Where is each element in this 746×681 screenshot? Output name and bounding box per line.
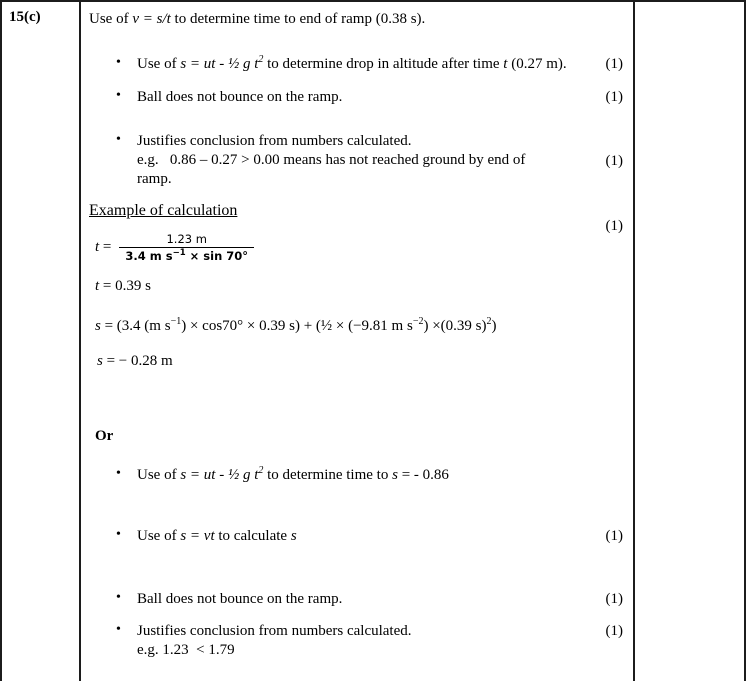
variable-part: s bbox=[95, 317, 101, 334]
superscript: 2 bbox=[486, 315, 492, 327]
answer-cell bbox=[81, 2, 633, 681]
text-part: to calculate bbox=[214, 528, 291, 545]
example-line: e.g. 0.86 – 0.27 > 0.00 means has not reached ground by end of bbox=[137, 151, 526, 168]
fraction-numerator: 1.23 m bbox=[166, 231, 207, 246]
bullet-item bbox=[89, 55, 633, 74]
text-part: × sin 70° bbox=[185, 248, 249, 263]
text-part: ) × cos70° × 0.39 s) + (½ × (−9.81 m s bbox=[181, 317, 413, 334]
example-line: ramp. bbox=[137, 170, 172, 187]
or-label: Or bbox=[95, 427, 114, 444]
s-result-line bbox=[97, 352, 633, 371]
bullet-icon bbox=[116, 589, 121, 607]
text-part: = − 0.28 m bbox=[102, 352, 173, 369]
bullet-icon bbox=[116, 54, 121, 72]
fraction-equation bbox=[95, 232, 633, 264]
fraction bbox=[119, 232, 254, 264]
bullet-text bbox=[137, 622, 589, 660]
variable-part: t bbox=[503, 56, 508, 73]
superscript: −1 bbox=[170, 315, 182, 327]
variable-part: t bbox=[95, 238, 100, 255]
superscript: −2 bbox=[412, 315, 424, 327]
text-part: 3.4 m s bbox=[125, 248, 173, 263]
text-part: (0.27 m). bbox=[507, 56, 567, 73]
bullet-text bbox=[137, 528, 297, 544]
text-part: = (3.4 (m s bbox=[100, 317, 171, 334]
text-part: Justifies conclusion from numbers calculated. bbox=[137, 132, 412, 149]
bullet-icon bbox=[116, 526, 121, 544]
formula-part: s = ut - ½ g t bbox=[180, 56, 259, 73]
text-part: Use of bbox=[137, 467, 181, 484]
bullet-icon bbox=[116, 465, 121, 483]
bullet-item bbox=[89, 527, 633, 546]
mark-badge: (1) bbox=[605, 622, 623, 639]
intro-line bbox=[89, 10, 633, 29]
text-part: ) ×(0.39 s) bbox=[423, 317, 487, 334]
question-number: 15(c) bbox=[9, 9, 41, 25]
s-equation-line bbox=[95, 317, 633, 336]
bullet-icon bbox=[116, 131, 121, 149]
bullet-text bbox=[137, 132, 589, 190]
text-part: Use of bbox=[137, 528, 181, 545]
formula-part: s = vt bbox=[180, 528, 215, 545]
superscript: 2 bbox=[258, 54, 264, 66]
formula-part: v = s/t bbox=[132, 11, 171, 27]
mark-badge: (1) bbox=[605, 528, 623, 545]
variable-part: s bbox=[392, 467, 398, 484]
bullet-item bbox=[89, 132, 633, 190]
text-part: Justifies conclusion from numbers calculated. bbox=[137, 622, 412, 639]
text-part: to determine time to bbox=[263, 467, 393, 484]
bullet-icon bbox=[116, 87, 121, 105]
mark-badge: (1) bbox=[605, 591, 623, 608]
text-part: = 0.39 s bbox=[99, 278, 151, 295]
bullet-text: Ball does not bounce on the ramp. bbox=[137, 89, 343, 106]
bullet-icon bbox=[116, 621, 121, 639]
bullet-item bbox=[89, 622, 633, 660]
bullet-text bbox=[137, 467, 449, 483]
example-line: e.g. 1.23 < 1.79 bbox=[137, 641, 235, 658]
text-part: Use of bbox=[137, 56, 181, 73]
fraction-denominator bbox=[119, 247, 254, 263]
variable-part: s bbox=[97, 352, 103, 369]
bullet-text bbox=[137, 56, 567, 72]
bullet-item bbox=[89, 466, 633, 485]
mark-badge: (1) bbox=[605, 218, 623, 235]
mark-badge: (1) bbox=[605, 152, 623, 169]
superscript: −1 bbox=[172, 248, 186, 259]
t-result-line bbox=[95, 277, 633, 296]
example-heading: Example of calculation bbox=[89, 202, 238, 220]
bullet-item bbox=[89, 590, 633, 609]
formula-part: s = ut - ½ g t bbox=[180, 467, 259, 484]
bullet-text: Ball does not bounce on the ramp. bbox=[137, 591, 343, 608]
text-part: to determine drop in altitude after time bbox=[263, 56, 504, 73]
marks-column-cell bbox=[633, 2, 744, 681]
text-part: Use of bbox=[89, 11, 133, 27]
text-part: = - 0.86 bbox=[397, 467, 449, 484]
variable-part: s bbox=[290, 528, 297, 545]
superscript: 2 bbox=[258, 465, 264, 477]
example-heading-row bbox=[89, 201, 633, 235]
text-part: ) bbox=[491, 317, 497, 334]
question-number-cell bbox=[2, 2, 81, 681]
bullet-item bbox=[89, 88, 633, 107]
text-part: = bbox=[99, 238, 112, 255]
variable-part: t bbox=[95, 278, 100, 295]
mark-badge: (1) bbox=[605, 89, 623, 106]
mark-badge: (1) bbox=[605, 56, 623, 73]
fraction-lhs bbox=[95, 238, 111, 257]
text-part: to determine time to end of ramp (0.38 s). bbox=[170, 11, 426, 27]
